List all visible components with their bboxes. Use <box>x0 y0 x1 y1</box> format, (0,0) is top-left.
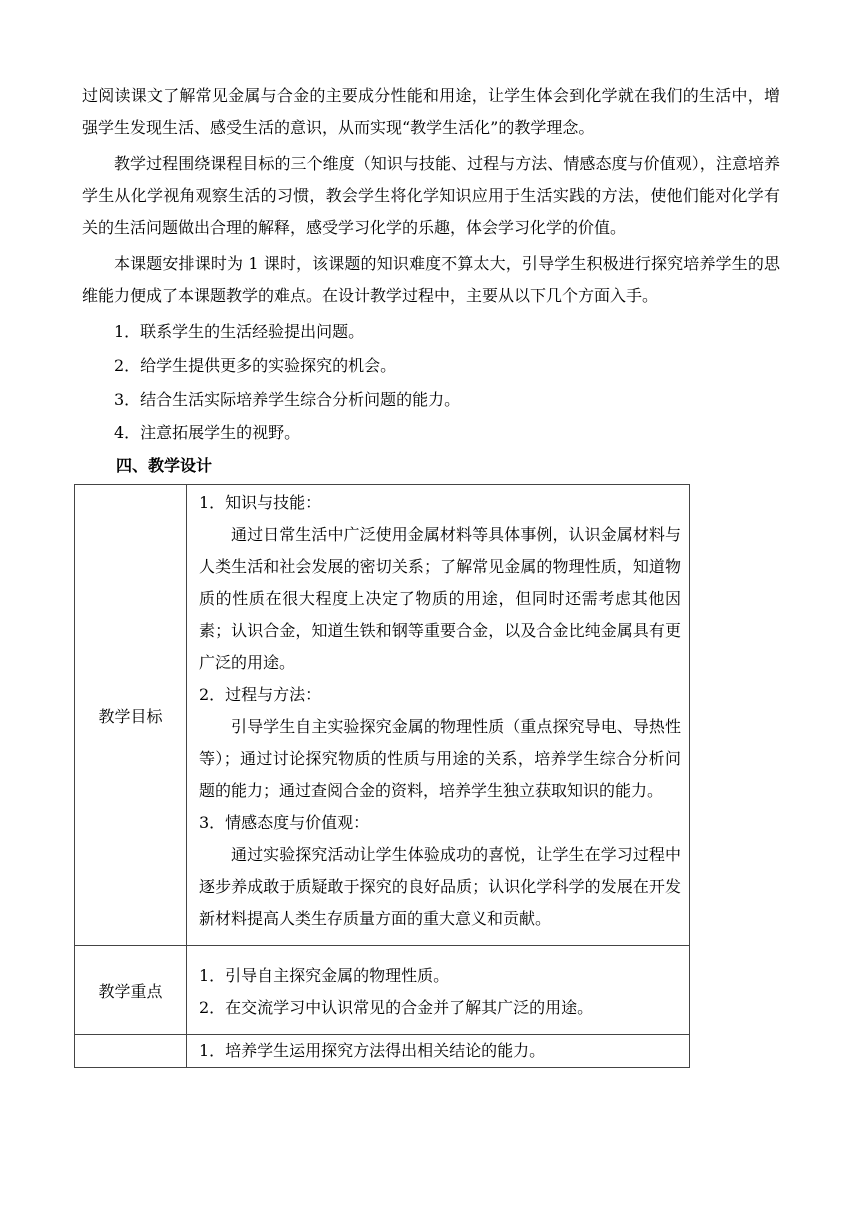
difficulty-label <box>75 1035 187 1068</box>
difficulty-content <box>187 1035 690 1068</box>
goals-content <box>187 485 690 946</box>
goals-label: 教学目标 <box>75 485 187 946</box>
difficulty-item: 1．培养学生运用探究方法得出相关结论的能力。 <box>199 1041 546 1060</box>
intro-paragraph-3: 本课题安排课时为 1 课时，该课题的知识难度不算太大，引导学生积极进行探究培养学生的思维能力便成了本课题教学的难点。在设计教学过程中，主要从以下几个方面入手。 <box>82 254 780 305</box>
process-title: 2．过程与方法： <box>199 685 322 704</box>
teaching-design-table <box>74 484 690 1068</box>
list-item: 2．给学生提供更多的实验探究的机会。 <box>114 356 397 375</box>
emotion-title: 3．情感态度与价值观： <box>199 813 370 832</box>
key-point-item: 2．在交流学习中认识常见的合金并了解其广泛的用途。 <box>199 998 594 1017</box>
intro-paragraph-1: 过阅读课文了解常见金属与合金的主要成分性能和用途，让学生体会到化学就在我们的生活中，增强学生发现生活、感受生活的意识，从而实现“教学生活化”的教学理念。 <box>82 86 780 137</box>
list-item: 3．结合生活实际培养学生综合分析问题的能力。 <box>114 390 461 409</box>
key-points-content <box>187 946 690 1035</box>
intro-paragraph-2: 教学过程围绕课程目标的三个维度（知识与技能、过程与方法、情感态度与价值观），注意培养学生从化学视角观察生活的习惯，教会学生将化学知识应用于生活实践的方法，使他们能对化学有关的生活问题做出合理的解释，感受学习化学的乐趣，体会学习化学的价值。 <box>82 154 780 237</box>
knowledge-title: 1．知识与技能： <box>199 493 322 512</box>
list-item: 4．注意拓展学生的视野。 <box>114 423 301 442</box>
process-body: 引导学生自主实验探究金属的物理性质（重点探究导电、导热性等）；通过讨论探究物质的性质与用途的关系，培养学生综合分析问题的能力；通过查阅合金的资料，培养学生独立获取知识的能力。 <box>199 717 681 800</box>
key-points-label: 教学重点 <box>75 946 187 1035</box>
table-row <box>75 485 690 946</box>
emotion-body: 通过实验探究活动让学生体验成功的喜悦，让学生在学习过程中逐步养成敢于质疑敢于探究的良好品质；认识化学科学的发展在开发新材料提高人类生存质量方面的重大意义和贡献。 <box>199 845 681 928</box>
list-item: 1．联系学生的生活经验提出问题。 <box>114 322 365 341</box>
knowledge-body: 通过日常生活中广泛使用金属材料等具体事例，认识金属材料与人类生活和社会发展的密切关系；了解常见金属的物理性质，知道物质的性质在很大程度上决定了物质的用途，但同时还需考虑其他因素；认识合金，知道生铁和钢等重要合金，以及合金比纯金属具有更广泛的用途。 <box>199 525 681 672</box>
table-row <box>75 1035 690 1068</box>
table-row <box>75 946 690 1035</box>
key-point-item: 1．引导自主探究金属的物理性质。 <box>199 966 450 985</box>
section-heading: 四、教学设计 <box>116 456 213 475</box>
